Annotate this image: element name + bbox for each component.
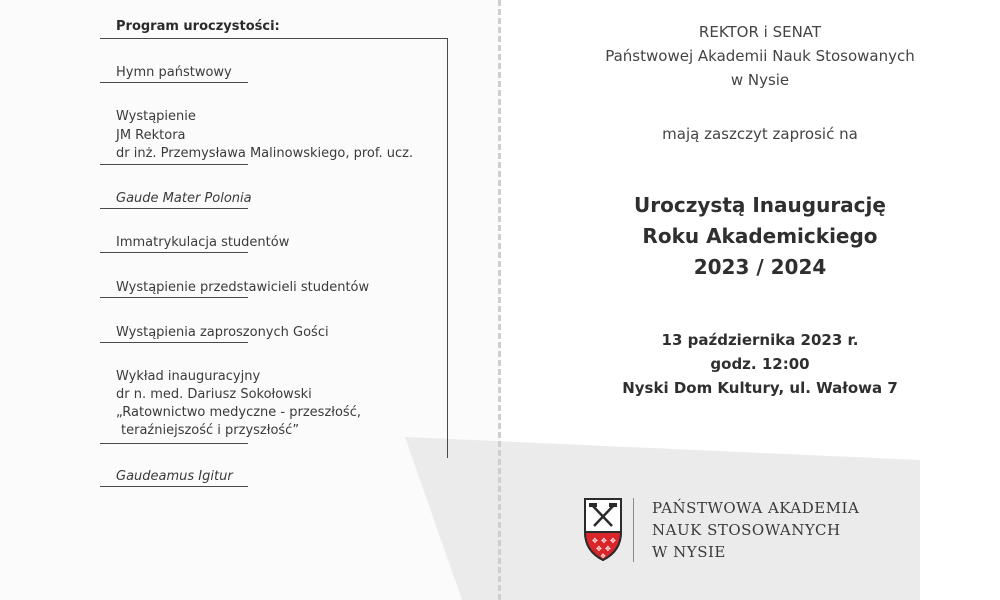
event-date: 13 października 2023 r. <box>661 331 859 349</box>
svg-text:✥: ✥ <box>610 537 616 545</box>
divider-gaudeamus <box>100 486 248 487</box>
program-item-speech-name: dr inż. Przemysława Malinowskiego, prof. ucz. <box>116 146 414 161</box>
invitation-host-line3: w Nysie <box>730 71 790 89</box>
divider-student-speech <box>100 297 248 298</box>
divider-speech <box>100 164 248 165</box>
event-title-line3: 2023 / 2024 <box>693 255 827 279</box>
logo-text-line3: W NYSIE <box>652 543 726 561</box>
svg-text:✥: ✥ <box>592 537 598 545</box>
logo-separator <box>633 498 634 562</box>
program-item-immatriculation: Immatrykulacja studentów <box>116 235 290 250</box>
logo-text-line2: NAUK STOSOWANYCH <box>652 521 841 539</box>
program-title: Program uroczystości: <box>116 19 280 34</box>
coat-of-arms-icon <box>582 496 624 562</box>
logo-text-line1: PAŃSTWOWA AKADEMIA <box>652 499 860 517</box>
svg-text:✥: ✥ <box>600 553 606 560</box>
invitation-host-line2: Państwowej Akademii Nauk Stosowanych <box>605 47 915 65</box>
divider-immatriculation <box>100 252 248 253</box>
title-underline <box>100 38 448 39</box>
program-item-lecture-title-2: teraźniejszość i przyszłość” <box>121 423 300 438</box>
program-item-lecturer: dr n. med. Dariusz Sokołowski <box>116 387 312 402</box>
program-item-lecture-title-1: „Ratownictwo medyczne - przeszłość, <box>116 405 361 420</box>
university-logo <box>580 495 910 565</box>
svg-text:✥: ✥ <box>596 545 602 553</box>
invitation-host-line1: REKTOR i SENAT <box>698 23 822 41</box>
program-item-speech-label: Wystąpienie <box>116 109 196 124</box>
divider-lecture <box>100 443 248 444</box>
svg-text:✥: ✥ <box>601 537 607 545</box>
invitation-invite-text: mają zaszczyt zaprosić na <box>662 125 858 143</box>
fold-line <box>498 0 501 600</box>
program-item-lecture: Wykład inauguracyjny <box>116 369 261 384</box>
program-item-speech-rector: JM Rektora <box>116 128 186 143</box>
divider-gaude <box>100 208 248 209</box>
program-item-guest-speech: Wystąpienia zaproszonych Gości <box>116 325 329 340</box>
program-item-hymn: Hymn państwowy <box>116 65 232 80</box>
svg-text:✥: ✥ <box>605 545 611 553</box>
program-item-gaudeamus: Gaudeamus Igitur <box>116 469 233 484</box>
event-place: Nyski Dom Kultury, ul. Wałowa 7 <box>622 379 898 397</box>
event-time: godz. 12:00 <box>710 355 810 373</box>
event-title-line1: Uroczystą Inaugurację <box>634 193 886 217</box>
program-vertical-line <box>447 38 448 458</box>
program-item-gaude: Gaude Mater Polonia <box>116 191 252 206</box>
program-item-student-speech: Wystąpienie przedstawicieli studentów <box>116 280 370 295</box>
divider-hymn <box>100 82 248 83</box>
event-title-line2: Roku Akademickiego <box>642 224 878 248</box>
divider-guest-speech <box>100 342 248 343</box>
